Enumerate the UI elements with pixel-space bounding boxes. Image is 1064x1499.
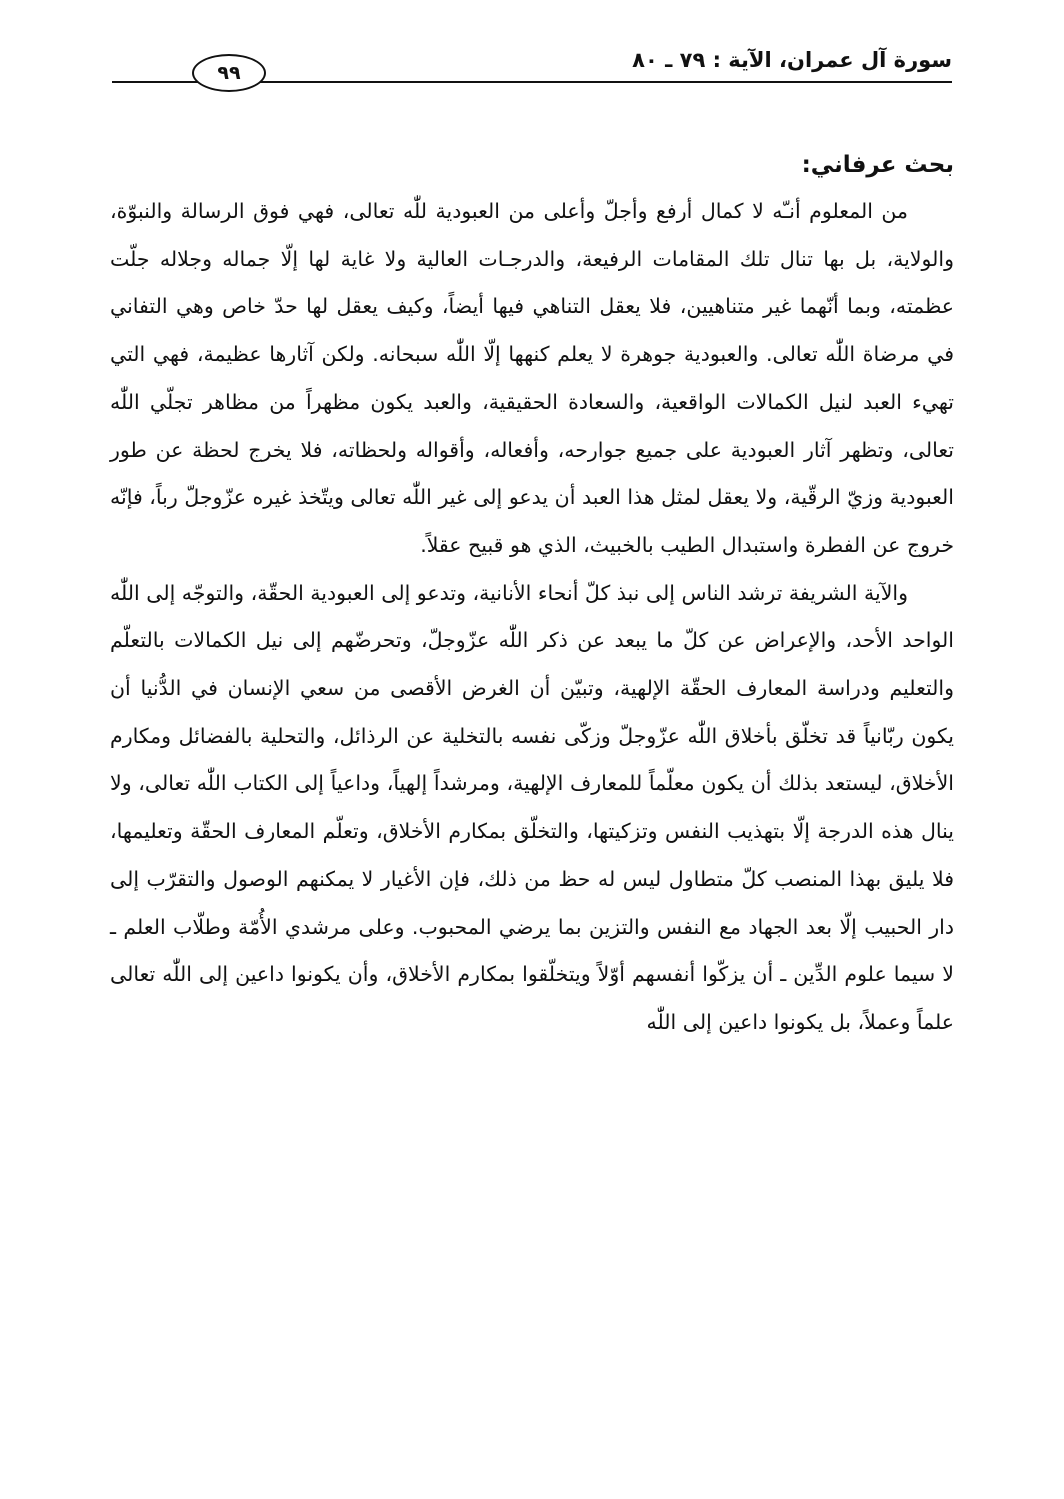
section-heading: بحث عرفاني: bbox=[801, 152, 954, 178]
paragraph: والآية الشريفة ترشد الناس إلى نبذ كلّ أنحاء الأنانية، وتدعو إلى العبودية الحقّة، والتوجّه إلى اللّٰه الواحد الأحد، والإعراض عن كلّ ما يبعد عن ذكر اللّٰه عزّوجلّ، وتحرضّهم إلى نيل الكمالات بالتعلّم والتعليم ودراسة المعارف الحقّة الإلهية، وتبيّن أن الغرض الأقصى من سعي الإنسان في الدُّنيا أن يكون ربّانياً قد تخلّق بأخلاق اللّٰه عزّوجلّ وزكّى نفسه بالتخلية عن الرذائل، والتحلية بالفضائل ومكارم الأخلاق، ليستعد بذلك أن يكون معلّماً للمعارف الإلهية، ومرشداً إلهياً، وداعياً إلى الكتاب اللّٰه تعالى، ولا ينال هذه الدرجة إلّا بتهذيب النفس وتزكيتها، والتخلّق بمكارم الأخلاق، وتعلّم المعارف الحقّة وتعليمها، فلا يليق بهذا المنصب كلّ متطاول ليس له حظ من ذلك، فإن الأغيار لا يمكنهم الوصول والتقرّب إلى دار الحبيب إلّا بعد الجهاد مع النفس والتزين بما يرضي المحبوب. وعلى مرشدي الأُمّة وطلّاب العلم ـ لا سيما علوم الدِّين ـ أن يزكّوا أنفسهم أوّلاً ويتخلّقوا بمكارم الأخلاق، وأن يكونوا داعين إلى اللّٰه تعالى علماً وعملاً، بل يكونوا داعين إلى اللّٰه bbox=[110, 580, 954, 1034]
page-body bbox=[110, 142, 954, 1047]
paragraph: من المعلوم أنـّه لا كمال أرفع وأجلّ وأعلى من العبودية للّٰه تعالى، فهي فوق الرسالة والنبوّة، والولاية، بل بها تنال تلك المقامات الرفيعة، والدرجـات العالية ولا غاية لها إلّا جماله وجلاله جلّت عظمته، وبما أنّهما غير متناهيين، فلا يعقل التناهي فيها أيضاً، وكيف يعقل لها حدّ خاص وهي التفاني في مرضاة اللّٰه تعالى. والعبودية جوهرة لا يعلم كنهها إلّا اللّٰه سبحانه. ولكن آثارها عظيمة، فهي التي تهيء العبد لنيل الكمالات الواقعية، والسعادة الحقيقية، والعبد يكون مظهراً من مظاهر تجلّي اللّٰه تعالى، وتظهر آثار العبودية على جميع جوارحه، وأفعاله، وأقواله ولحظاته، فلا يخرج لحظة عن طور العبودية وزيّ الرقّية، ولا يعقل لمثل هذا العبد أن يدعو إلى غير اللّٰه تعالى ويتّخذ غيره عزّوجلّ رباً، فإنّه خروج عن الفطرة واستبدال الطيب بالخبيث، الذي هو قبيح عقلاً. bbox=[110, 199, 954, 557]
page-header bbox=[112, 40, 952, 100]
running-title: سورة آل عمران، الآية : ٧٩ ـ ٨٠ bbox=[632, 48, 952, 72]
page-number-badge: ٩٩ bbox=[192, 54, 266, 92]
